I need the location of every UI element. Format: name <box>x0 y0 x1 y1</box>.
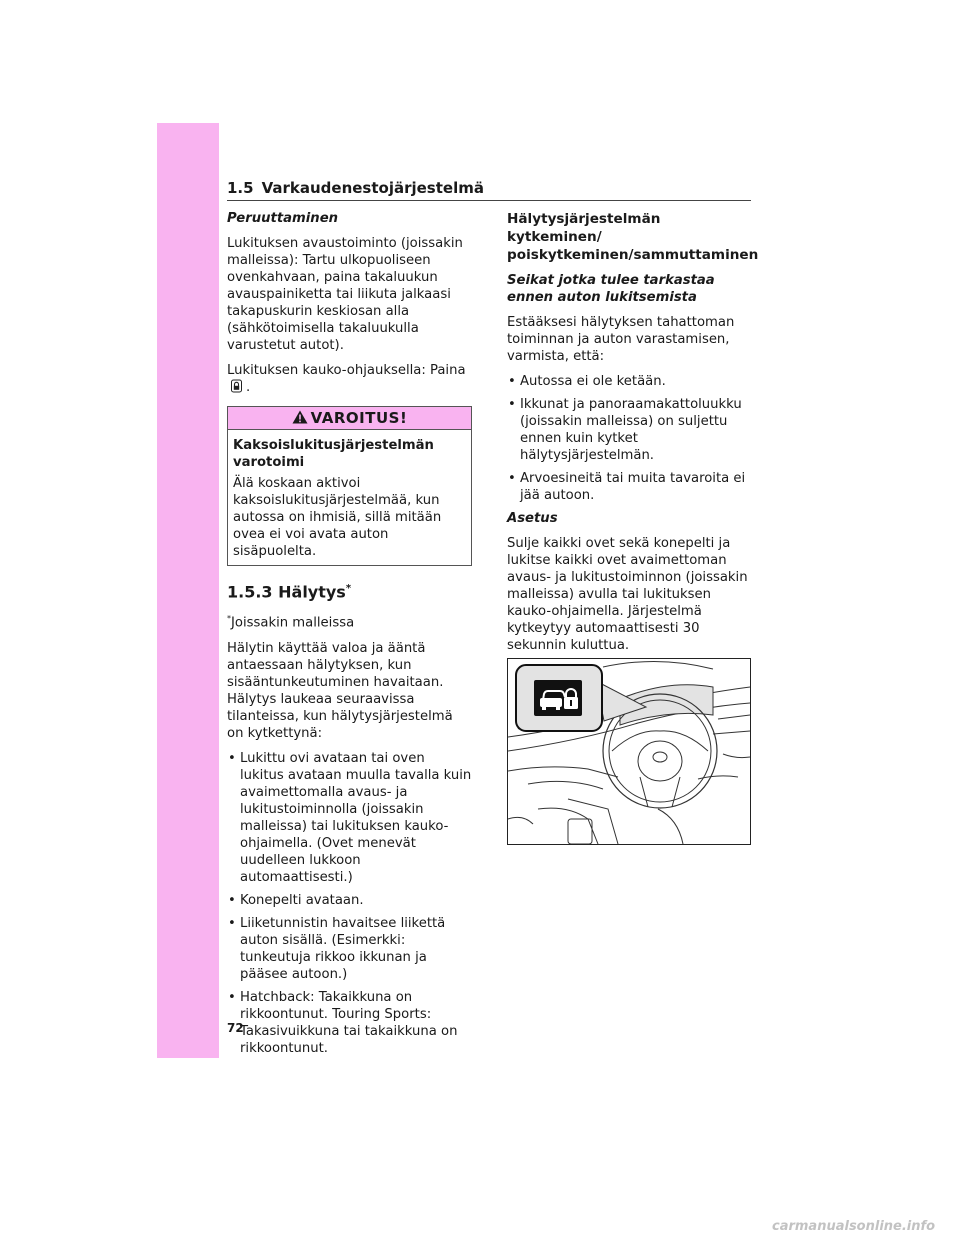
warning-box <box>227 406 472 566</box>
dashboard-drawing <box>508 659 750 844</box>
chapter-tab-band <box>157 123 219 1058</box>
setting-title: Asetus <box>507 511 558 526</box>
check-intro: Estääksesi hälytyksen tahattoman toiminnan ja auton varastamisen, varmista, että: <box>507 315 735 364</box>
right-column <box>507 210 759 721</box>
setting-paragraph-1: Sulje kaikki ovet sekä konepelti ja lukitse kaikki ovet avaimettoman avaus- ja lukitustoiminnon (joissakin malleissa) avulla tai lukituksen kauko-ohjaimella. Järjestelmä kytkeytyy automaattisesti 30 sekunnin kuluttua. <box>507 536 748 653</box>
warning-text: Älä koskaan aktivoi kaksoislukitusjärjestelmää, kun autossa on ihmisiä, sillä mitään ovea ei voi avata auton sisäpuolelta. <box>233 476 442 559</box>
warning-triangle-icon <box>292 410 308 424</box>
section-number: 1.5 <box>227 179 254 197</box>
lock-button-icon <box>230 379 243 393</box>
list-item: • Hatchback: Takaikkuna on rikkoontunut. Touring Sports: Takasivuikkuna tai takaikkuna on rikkoontunut. <box>227 989 472 1057</box>
list-item: • Ikkunat ja panoraamakattoluukku (joissakin malleissa) on suljettu ennen kuin kytket hälytysjärjestelmän. <box>507 396 753 464</box>
alarm-trigger-list <box>227 750 472 1057</box>
cancel-title: Peruuttaminen <box>227 211 339 226</box>
list-item: • Autossa ei ole ketään. <box>507 373 753 390</box>
warning-body <box>228 430 471 565</box>
footnote-text: Joissakin malleissa <box>231 615 355 631</box>
cancel-paragraph-2-text: Lukituksen kauko-ohjauksella: Paina <box>227 363 466 378</box>
dashboard-illustration <box>507 658 751 845</box>
footnote-mark: * <box>227 614 231 624</box>
model-footnote <box>227 610 472 631</box>
cancel-paragraph-1: Lukituksen avaustoiminto (joissakin malleissa): Tartu ulkopuoliseen ovenkahvaan, paina takaluukun avauspainiketta tai liikuta jalkaasi takapuskurin keskiosan alla (sähkötoimisella takaluukulla varustetut autot). <box>227 236 463 353</box>
arming-heading: Hälytysjärjestelmän kytkeminen/ poiskytkeminen/sammuttaminen <box>507 211 759 263</box>
alarm-intro: Hälytin käyttää valoa ja ääntä antaessaan hälytyksen, kun sisääntunkeutuminen havaitaan. Hälytys laukeaa seuraavissa tilanteissa, kun hälytysjärjestelmä on kytkettynä: <box>227 640 453 741</box>
cancel-paragraph-2 <box>227 362 472 396</box>
list-item: • Liiketunnistin havaitsee liikettä auton sisällä. (Esimerkki: tunkeutuja rikkoo ikkunan ja pääsee autoon.) <box>227 915 472 983</box>
list-item: • Lukittu ovi avataan tai oven lukitus avataan muulla tavalla kuin avaimettomalla avaus- ja lukitustoiminnolla (joissakin malleissa) tai lukituksen kauko-ohjaimella. (Ovet menevät uudelleen lukkoon automaattisesti.) <box>227 750 472 886</box>
page-number: 72 <box>227 1021 244 1035</box>
alarm-section-mark: * <box>345 583 352 594</box>
warning-title-bar <box>228 407 471 430</box>
check-title: Seikat jotka tulee tarkastaa ennen auton lukitsemista <box>507 273 715 305</box>
warning-title: VAROITUS! <box>310 409 408 427</box>
section-title: Varkaudenestojärjestelmä <box>261 179 484 197</box>
section-header <box>227 178 751 201</box>
list-item: • Arvoesineitä tai muita tavaroita ei jää autoon. <box>507 470 753 504</box>
alarm-section-heading-text: 1.5.3 Hälytys <box>227 582 346 602</box>
check-list <box>507 373 753 504</box>
left-column <box>227 210 472 1063</box>
cancel-paragraph-2-end: . <box>246 380 251 395</box>
alarm-section-heading <box>227 580 472 600</box>
watermark-text: carmanualsonline.info <box>772 1219 936 1234</box>
list-item: • Konepelti avataan. <box>227 892 472 909</box>
warning-subtitle: Kaksoislukitusjärjestelmän varotoimi <box>233 438 434 470</box>
